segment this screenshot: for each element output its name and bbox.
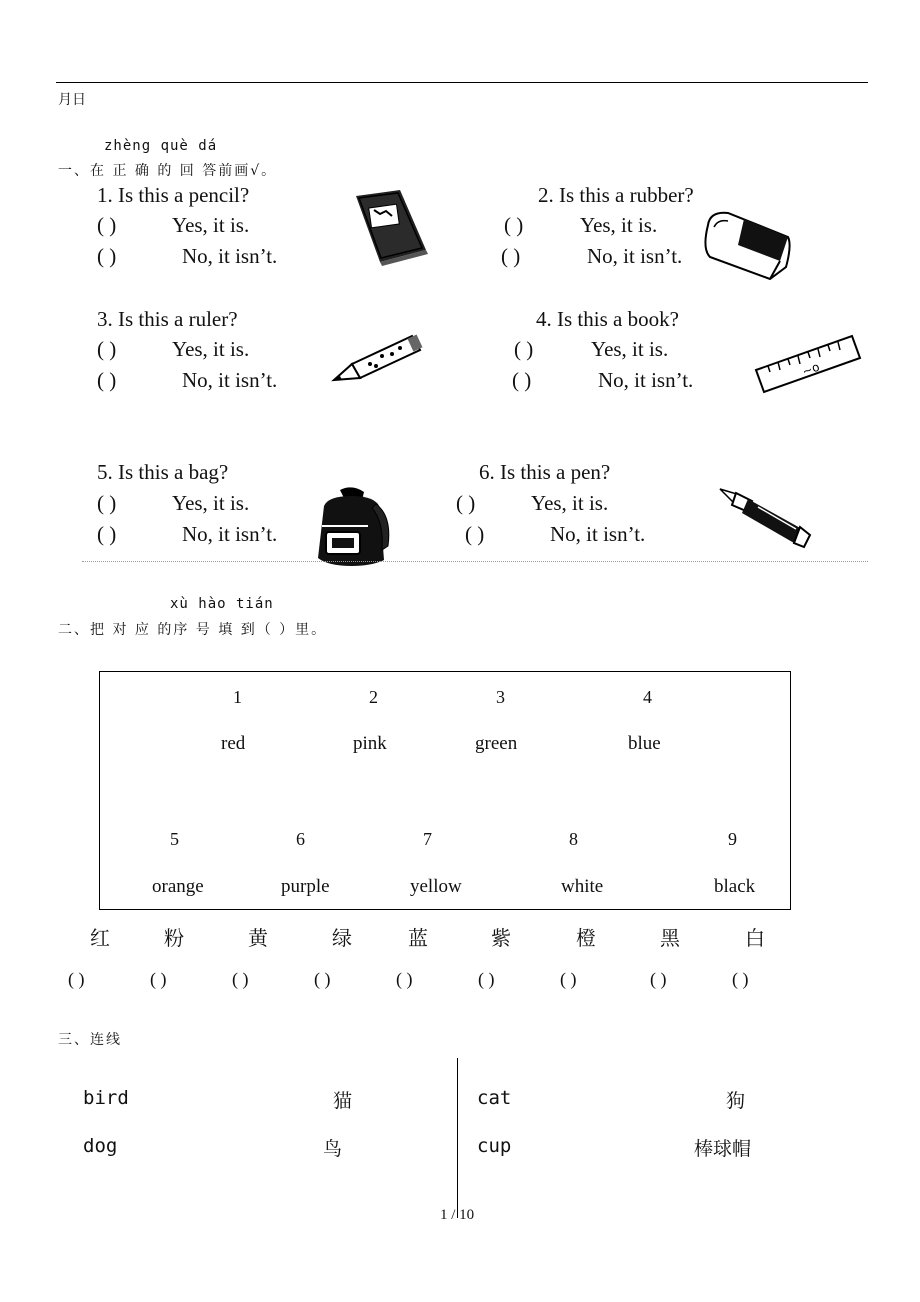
answer-2-yes-box[interactable]: ( )	[504, 213, 524, 237]
header-rule	[56, 82, 868, 83]
match-chinese-cap[interactable]: 棒球帽	[694, 1138, 752, 1160]
answer-4-yes-box[interactable]: ( )	[514, 337, 534, 361]
match-word-cup[interactable]: cup	[477, 1135, 512, 1157]
color-word-orange: orange	[152, 876, 204, 897]
answer-3-no-box[interactable]: ( )	[97, 368, 117, 392]
question-6: 6. Is this a pen?	[479, 460, 611, 484]
color-word-red: red	[221, 733, 246, 754]
chinese-color: 紫	[491, 926, 511, 950]
section1-pinyin: zhèng què dá	[104, 138, 218, 154]
schoolbag-icon	[312, 486, 392, 568]
answer-1-yes: Yes, it is.	[172, 213, 250, 237]
answer-4-yes: Yes, it is.	[591, 337, 669, 361]
answer-3-yes: Yes, it is.	[172, 337, 250, 361]
answer-blank[interactable]: ( )	[232, 969, 249, 989]
match-word-cat[interactable]: cat	[477, 1087, 512, 1109]
section2-pinyin: xù hào tián	[170, 596, 274, 612]
ruler-icon	[752, 330, 864, 402]
chinese-color: 橙	[576, 926, 596, 950]
answer-1-no-box[interactable]: ( )	[97, 244, 117, 268]
color-word-pink: pink	[353, 733, 387, 754]
section-divider	[82, 561, 868, 562]
match-word-bird[interactable]: bird	[83, 1087, 129, 1109]
color-word-yellow: yellow	[410, 876, 462, 897]
answer-5-no: No, it isn’t.	[182, 522, 278, 546]
answer-5-no-box[interactable]: ( )	[97, 522, 117, 546]
match-chinese-cat[interactable]: 猫	[333, 1090, 353, 1112]
answer-blank[interactable]: ( )	[650, 969, 667, 989]
color-word-purple: purple	[281, 876, 330, 897]
answer-5-yes-box[interactable]: ( )	[97, 491, 117, 515]
color-word-black: black	[714, 876, 756, 897]
chinese-color: 白	[745, 926, 765, 950]
color-word-white: white	[561, 876, 604, 897]
answer-1-yes-box[interactable]: ( )	[97, 213, 117, 237]
date-label: 月日	[58, 92, 86, 108]
chinese-color: 粉	[164, 926, 184, 950]
svg-text:~o: ~o	[800, 359, 822, 379]
answer-6-yes: Yes, it is.	[531, 491, 609, 515]
answer-1-no: No, it isn’t.	[182, 244, 278, 268]
answer-2-no-box[interactable]: ( )	[501, 244, 521, 268]
chinese-color: 黑	[660, 926, 680, 950]
answer-blank[interactable]: ( )	[732, 969, 749, 989]
color-number: 1	[233, 687, 242, 707]
answer-3-yes-box[interactable]: ( )	[97, 337, 117, 361]
column-divider	[457, 1058, 458, 1218]
match-chinese-bird[interactable]: 鸟	[323, 1138, 343, 1160]
book-icon	[350, 188, 432, 268]
section3-title: 三、连线	[58, 1032, 122, 1048]
match-chinese-dog[interactable]: 狗	[726, 1090, 746, 1112]
answer-6-no-box[interactable]: ( )	[465, 522, 485, 546]
question-2: 2. Is this a rubber?	[538, 183, 694, 207]
chinese-color: 绿	[332, 926, 352, 950]
question-5: 5. Is this a bag?	[97, 460, 229, 484]
color-word-blue: blue	[628, 733, 661, 754]
color-number: 6	[296, 829, 305, 849]
color-number: 8	[569, 829, 578, 849]
color-word-box	[99, 671, 791, 910]
chinese-color: 红	[90, 926, 110, 950]
answer-2-no: No, it isn’t.	[587, 244, 683, 268]
color-number: 3	[496, 687, 505, 707]
answer-blank[interactable]: ( )	[396, 969, 413, 989]
match-word-dog[interactable]: dog	[83, 1135, 118, 1157]
chinese-color: 蓝	[408, 926, 428, 950]
pencil-icon	[330, 330, 425, 385]
section1-title: 一、在 正 确 的 回 答前画√。	[58, 163, 278, 179]
answer-blank[interactable]: ( )	[68, 969, 85, 989]
color-number: 9	[728, 829, 737, 849]
question-3: 3. Is this a ruler?	[97, 307, 238, 331]
question-1: 1. Is this a pencil?	[97, 183, 250, 207]
answer-6-no: No, it isn’t.	[550, 522, 646, 546]
page-number: 1 / 10	[440, 1207, 475, 1223]
answer-5-yes: Yes, it is.	[172, 491, 250, 515]
color-number: 5	[170, 829, 179, 849]
color-word-green: green	[475, 733, 518, 754]
eraser-icon	[700, 205, 795, 285]
color-number: 7	[423, 829, 432, 849]
section2-title: 二、把 对 应 的序 号 填 到（ ）里。	[58, 622, 328, 638]
answer-blank[interactable]: ( )	[314, 969, 331, 989]
fountain-pen-icon	[718, 485, 813, 553]
answer-3-no: No, it isn’t.	[182, 368, 278, 392]
color-number: 2	[369, 687, 378, 707]
color-number: 4	[643, 687, 652, 707]
question-4: 4. Is this a book?	[536, 307, 679, 331]
answer-blank[interactable]: ( )	[478, 969, 495, 989]
answer-6-yes-box[interactable]: ( )	[456, 491, 476, 515]
answer-4-no: No, it isn’t.	[598, 368, 694, 392]
answer-2-yes: Yes, it is.	[580, 213, 658, 237]
answer-blank[interactable]: ( )	[560, 969, 577, 989]
chinese-color: 黄	[248, 926, 268, 950]
answer-blank[interactable]: ( )	[150, 969, 167, 989]
answer-4-no-box[interactable]: ( )	[512, 368, 532, 392]
